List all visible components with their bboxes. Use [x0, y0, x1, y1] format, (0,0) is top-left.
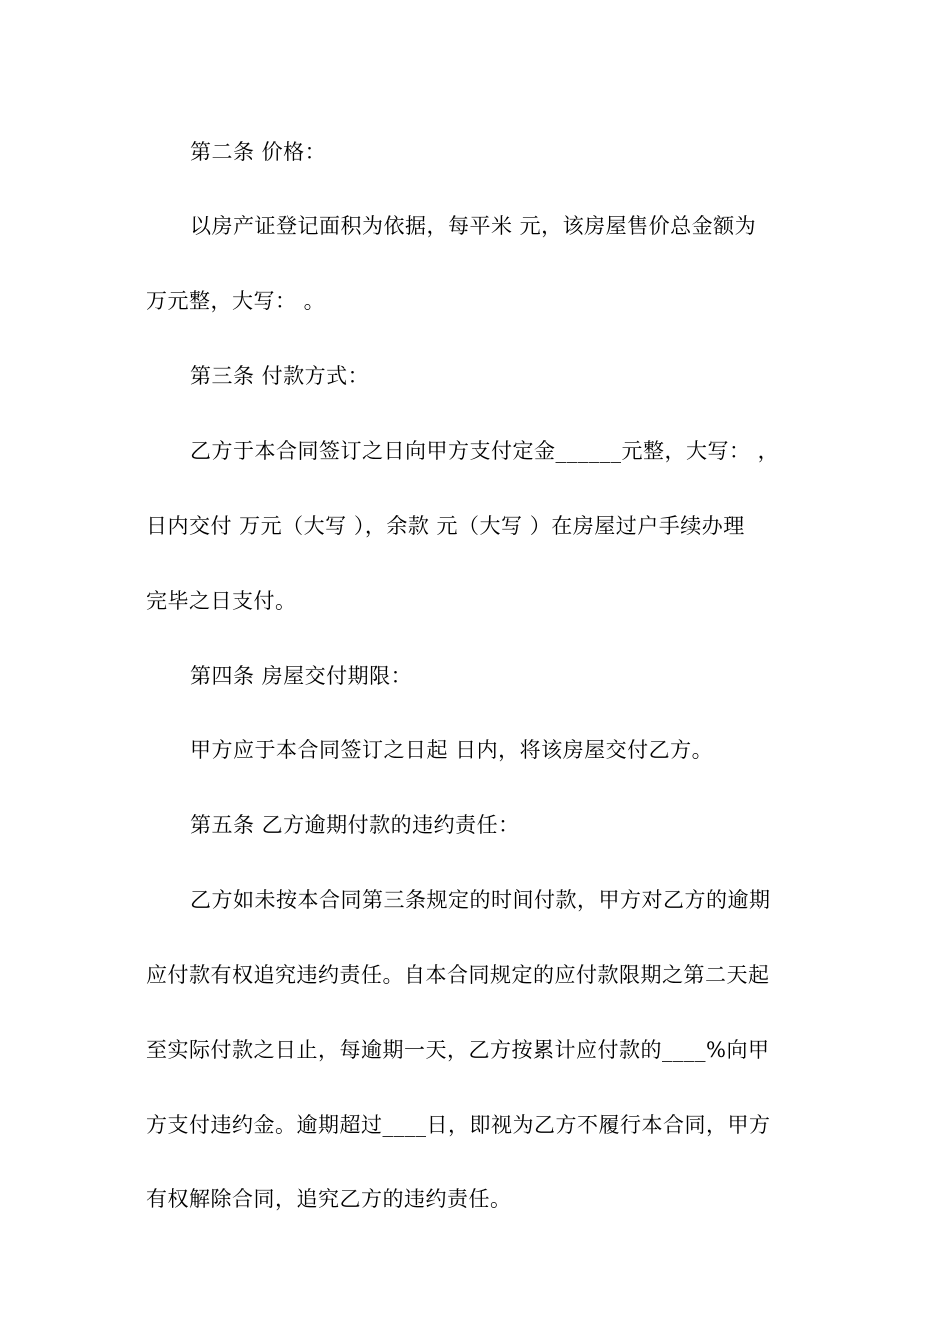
- article-2-heading: 第二条 价格：: [190, 140, 327, 164]
- article-4-heading: 第四条 房屋交付期限：: [190, 664, 413, 688]
- article-2-text-line-2: 万元整，大写： 。: [146, 289, 326, 313]
- article-4-text-line-1: 甲方应于本合同签订之日起 日内，将该房屋交付乙方。: [190, 738, 714, 762]
- article-5-text-line-4: 方支付违约金。逾期超过____日，即视为乙方不履行本合同，甲方: [146, 1113, 771, 1137]
- article-5-text-line-3: 至实际付款之日止，每逾期一天，乙方按累计应付款的____%向甲: [146, 1038, 770, 1062]
- article-5-text-line-2: 应付款有权追究违约责任。自本合同规定的应付款限期之第二天起: [146, 963, 770, 987]
- article-2-text-line-1: 以房产证登记面积为依据，每平米 元，该房屋售价总金额为: [190, 214, 757, 238]
- article-3-heading: 第三条 付款方式：: [190, 364, 370, 388]
- article-5-heading: 第五条 乙方逾期付款的违约责任：: [190, 813, 520, 837]
- article-5-text-line-5: 有权解除合同，追究乙方的违约责任。: [146, 1187, 512, 1211]
- article-3-text-line-3: 完毕之日支付。: [146, 589, 297, 613]
- article-3-text-line-1: 乙方于本合同签订之日向甲方支付定金______元整，大写： ，: [190, 439, 780, 463]
- article-3-text-line-2: 日内交付 万元（大写 ），余款 元（大写 ）在房屋过户手续办理: [146, 514, 745, 538]
- article-5-text-line-1: 乙方如未按本合同第三条规定的时间付款，甲方对乙方的逾期: [190, 888, 771, 912]
